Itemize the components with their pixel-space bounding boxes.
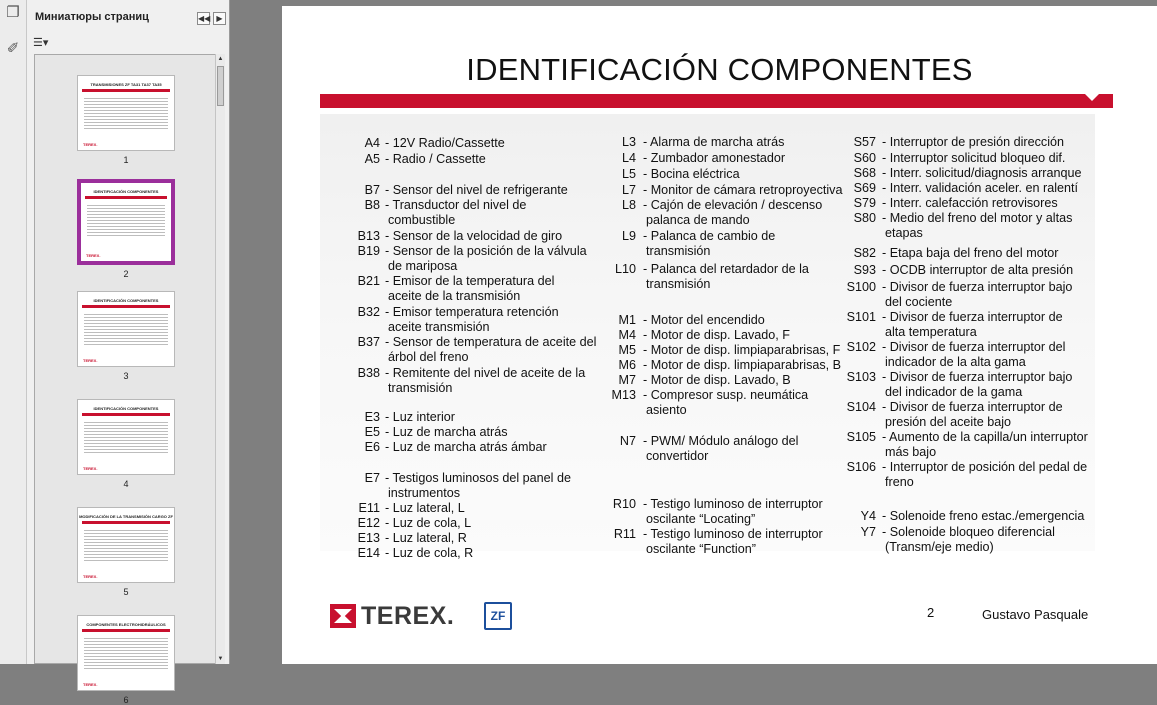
thumbnail-page-number: 4	[123, 479, 129, 489]
component-description: - Sensor de la velocidad de giro	[385, 229, 563, 243]
component-description: alta temperatura	[885, 325, 977, 340]
title-divider	[320, 94, 1113, 108]
component-description: - Sensor del nivel de refrigerante	[385, 183, 568, 197]
component-code: E14	[357, 546, 380, 560]
component-list	[320, 114, 1095, 560]
page-thumbnail[interactable]	[77, 75, 175, 165]
component-code: A5	[364, 152, 380, 166]
thumbnail-logo: TEREX.	[86, 253, 101, 258]
component-code: Y7	[860, 525, 876, 539]
component-code: S82	[853, 246, 876, 260]
component-description: - Luz de marcha atrás	[385, 425, 508, 439]
thumbnail-title: IDENTIFICACIÓN COMPONENTES	[93, 298, 159, 303]
page-thumbnails-panel	[27, 0, 230, 705]
thumbnail-image[interactable]	[77, 179, 175, 265]
component-description: asiento	[646, 403, 687, 418]
document-view[interactable]	[231, 0, 1157, 664]
thumbnail-list[interactable]	[34, 54, 224, 705]
slide-title: IDENTIFICACIÓN COMPONENTES	[466, 52, 973, 87]
component-code: Y4	[860, 509, 876, 523]
component-code: S103	[846, 370, 876, 384]
collapse-panel-button[interactable]: ◀◀	[198, 14, 211, 23]
component-description: - Interruptor solicitud bloqueo dif.	[882, 151, 1066, 165]
component-code: B37	[357, 335, 380, 349]
component-description: - Divisor de fuerza interruptor de	[882, 400, 1063, 414]
component-code: M5	[618, 343, 636, 357]
component-code: B13	[357, 229, 380, 243]
component-code: E13	[357, 531, 380, 545]
component-description: - Aumento de la capilla/un interruptor	[882, 430, 1088, 444]
component-description: instrumentos	[388, 486, 461, 501]
thumbnail-content	[84, 636, 168, 670]
component-code: N7	[619, 434, 636, 448]
component-code: S60	[853, 151, 876, 165]
component-code: B21	[357, 274, 380, 288]
component-code: M1	[618, 313, 636, 327]
component-code: S93	[853, 263, 876, 277]
component-code: L9	[621, 229, 636, 243]
component-description: (Transm/eje medio)	[885, 540, 994, 555]
component-code: E5	[364, 425, 380, 439]
thumbnail-page-number: 5	[123, 587, 129, 597]
thumbnail-title: IDENTIFICACIÓN COMPONENTES	[93, 406, 159, 411]
component-code: B19	[357, 244, 380, 258]
component-description: - Luz de cola, L	[385, 516, 472, 530]
component-code: E11	[358, 501, 380, 515]
thumbnail-content	[87, 203, 165, 237]
component-code: B7	[364, 183, 380, 197]
thumbnail-title-bar	[82, 413, 170, 416]
component-description: - Motor de disp. limpiaparabrisas, F	[643, 343, 841, 357]
component-description: - Divisor de fuerza interruptor de	[882, 310, 1063, 324]
footer-logos	[328, 602, 518, 632]
component-code: L7	[621, 183, 636, 197]
thumbnail-title-bar	[82, 89, 170, 92]
component-description: - Divisor de fuerza interruptor bajo	[882, 370, 1073, 384]
component-description: - Interruptor de presión dirección	[882, 135, 1065, 149]
thumbnail-title: TRANSMISIONES ZF TA31 TA37 TA35	[90, 82, 162, 87]
component-description: - Emisor de la temperatura del	[385, 274, 555, 288]
component-description: - Sensor de temperatura de aceite del	[385, 335, 597, 349]
thumbnail-content	[84, 528, 168, 562]
panel-header	[27, 4, 230, 28]
thumbnail-page-number: 6	[123, 695, 129, 705]
component-code: B8	[364, 198, 380, 212]
component-description: transmisión	[388, 381, 453, 396]
component-code: A4	[364, 136, 380, 150]
component-description: - OCDB interruptor de alta presión	[882, 263, 1074, 277]
component-description: transmisión	[646, 277, 711, 292]
component-description: aceite de la transmisión	[388, 289, 521, 304]
component-description: - Testigo luminoso de interruptor	[643, 497, 823, 511]
component-description: - Radio / Cassette	[385, 152, 486, 166]
thumbnail-page-number: 3	[123, 371, 129, 381]
thumbnail-image[interactable]	[77, 615, 175, 691]
thumbnail-page-number: 1	[123, 155, 129, 165]
page-thumbnail[interactable]	[77, 399, 175, 489]
component-code: R10	[612, 497, 636, 511]
scroll-up-icon[interactable]: ▲	[217, 56, 224, 62]
thumbnail-content	[84, 96, 168, 130]
panel-title: Миниатюры страниц	[35, 11, 149, 23]
component-code: E12	[357, 516, 380, 530]
component-description: - Remitente del nivel de aceite de la	[385, 366, 586, 380]
component-description: - Interr. calefacción retrovisores	[882, 196, 1058, 210]
page-thumbnail[interactable]	[77, 615, 175, 705]
component-code: S102	[846, 340, 876, 354]
component-description: del cociente	[885, 295, 953, 310]
component-description: oscilante “Function”	[646, 542, 756, 557]
thumbnail-title: COMPONENTES ELECTROHIDRÁULICOS	[86, 622, 166, 627]
component-description: - Solenoide bloqueo diferencial	[882, 525, 1055, 539]
component-description: - Palanca de cambio de	[643, 229, 776, 243]
thumbnail-title: MODIFICACIÓN DE LA TRANSMISIÓN CARGO ZF	[79, 514, 173, 519]
component-description: - Luz de marcha atrás ámbar	[385, 440, 547, 454]
thumbnail-content	[84, 312, 168, 346]
thumbnail-logo: TEREX.	[83, 682, 98, 687]
component-description: - Alarma de marcha atrás	[643, 135, 785, 149]
close-panel-button[interactable]: ▶	[213, 12, 226, 25]
thumbnail-title-bar	[82, 305, 170, 308]
component-code: S80	[853, 211, 876, 225]
thumbnail-image[interactable]	[77, 507, 175, 583]
component-description: - Monitor de cámara retroproyectiva	[643, 183, 843, 197]
component-description: - Zumbador amonestador	[643, 151, 786, 165]
component-code: B38	[357, 366, 380, 380]
component-code: S101	[846, 310, 876, 324]
thumbnail-image[interactable]	[77, 399, 175, 475]
component-description: - Divisor de fuerza interruptor del	[882, 340, 1066, 354]
component-description: del indicador de la gama	[885, 385, 1023, 400]
component-description: - Cajón de elevación / descenso	[643, 198, 823, 212]
slide-page	[282, 6, 1157, 664]
component-description: - Motor del encendido	[643, 313, 765, 327]
component-description: - Palanca del retardador de la	[643, 262, 809, 276]
terex-logo-icon	[330, 604, 356, 628]
zf-logo-icon: ZF	[484, 602, 512, 630]
component-description: de mariposa	[388, 259, 458, 274]
component-code: E3	[364, 410, 380, 424]
component-description: etapas	[885, 226, 923, 241]
component-description: - Etapa baja del freno del motor	[882, 246, 1059, 260]
component-description: - Divisor de fuerza interruptor bajo	[882, 280, 1073, 294]
component-code: B32	[357, 305, 380, 319]
thumbnail-image[interactable]	[77, 75, 175, 151]
component-description: - PWM/ Módulo análogo del	[643, 434, 799, 448]
component-code: E6	[364, 440, 380, 454]
navigation-toolstrip	[0, 0, 27, 664]
component-description: transmisión	[646, 244, 711, 259]
thumbnail-scrollbar[interactable]	[215, 54, 225, 664]
component-code: R11	[613, 527, 636, 541]
component-code: S69	[853, 181, 876, 195]
component-description: más bajo	[885, 445, 937, 460]
thumbnail-title-bar	[85, 196, 167, 199]
thumbnail-logo: TEREX.	[83, 358, 98, 363]
component-code: L3	[621, 135, 636, 149]
component-code: L5	[621, 167, 636, 181]
thumbnail-logo: TEREX.	[83, 574, 98, 579]
page-number: 2	[927, 605, 935, 620]
component-description: árbol del freno	[388, 350, 469, 365]
component-description: - 12V Radio/Cassette	[385, 136, 505, 150]
component-code: S68	[853, 166, 876, 180]
thumbnail-title-bar	[82, 521, 170, 524]
component-code: S79	[853, 196, 876, 210]
component-description: - Testigo luminoso de interruptor	[643, 527, 823, 541]
component-description: - Solenoide freno estac./emergencia	[882, 509, 1085, 523]
thumbnail-image[interactable]	[77, 291, 175, 367]
thumbnail-title: IDENTIFICACIÓN COMPONENTES	[93, 189, 159, 194]
thumbnail-content	[84, 420, 168, 454]
page-thumbnail[interactable]	[77, 179, 175, 279]
component-code: S100	[846, 280, 876, 294]
author: Gustavo Pasquale	[982, 607, 1089, 622]
component-code: L4	[621, 151, 636, 165]
page-thumbnail[interactable]	[77, 291, 175, 381]
pages-icon[interactable]: ❐	[6, 4, 20, 21]
scroll-thumb[interactable]	[217, 66, 224, 106]
component-description: - Interr. solicitud/diagnosis arranque	[882, 166, 1082, 180]
component-description: - Luz lateral, R	[385, 531, 467, 545]
component-description: palanca de mando	[646, 213, 750, 228]
component-code: E7	[364, 471, 380, 485]
component-code: M7	[618, 373, 636, 387]
component-description: - Motor de disp. Lavado, B	[643, 373, 791, 387]
component-description: - Compresor susp. neumática	[643, 388, 809, 402]
page-thumbnail[interactable]	[77, 507, 175, 597]
component-description: - Motor de disp. limpiaparabrisas, B	[643, 358, 842, 372]
component-description: - Medio del freno del motor y altas	[882, 211, 1073, 225]
component-description: indicador de la alta gama	[885, 355, 1026, 370]
component-description: - Luz de cola, R	[385, 546, 474, 560]
component-description: freno	[885, 475, 914, 490]
component-code: S57	[853, 135, 876, 149]
component-description: - Bocina eléctrica	[643, 167, 740, 181]
component-description: - Transductor del nivel de	[385, 198, 527, 212]
thumbnail-logo: TEREX.	[83, 142, 98, 147]
component-description: - Interr. validación aceler. en ralentí	[882, 181, 1079, 195]
component-code: M6	[618, 358, 636, 372]
component-description: - Interruptor de posición del pedal de	[882, 460, 1088, 474]
thumbnail-page-number: 2	[123, 269, 129, 279]
options-menu-icon[interactable]: ☰▾	[33, 37, 49, 49]
component-description: - Luz lateral, L	[385, 501, 465, 515]
component-description: presión del aceite bajo	[885, 415, 1012, 430]
component-code: M13	[611, 388, 636, 402]
component-description: convertidor	[646, 449, 709, 464]
component-code: S104	[846, 400, 876, 414]
attachment-icon[interactable]: ✐	[6, 40, 20, 57]
component-description: aceite transmisión	[388, 320, 490, 335]
component-code: M4	[618, 328, 636, 342]
component-description: - Motor de disp. Lavado, F	[643, 328, 790, 342]
component-code: L10	[614, 262, 636, 276]
component-description: - Testigos luminosos del panel de	[385, 471, 571, 485]
thumbnail-title-bar	[82, 629, 170, 632]
terex-brand: TEREX.	[361, 602, 455, 630]
component-description: - Luz interior	[385, 410, 455, 424]
thumbnail-logo: TEREX.	[83, 466, 98, 471]
scroll-down-icon[interactable]: ▼	[217, 656, 224, 662]
component-description: oscilante “Locating”	[646, 512, 756, 527]
component-code: S106	[846, 460, 876, 474]
panel-toolbar	[27, 33, 230, 53]
component-description: - Sensor de la posición de la válvula	[385, 244, 587, 258]
component-description: combustible	[388, 213, 456, 228]
component-code: S105	[846, 430, 876, 444]
component-description: - Emisor temperatura retención	[385, 305, 559, 319]
component-code: L8	[621, 198, 636, 212]
